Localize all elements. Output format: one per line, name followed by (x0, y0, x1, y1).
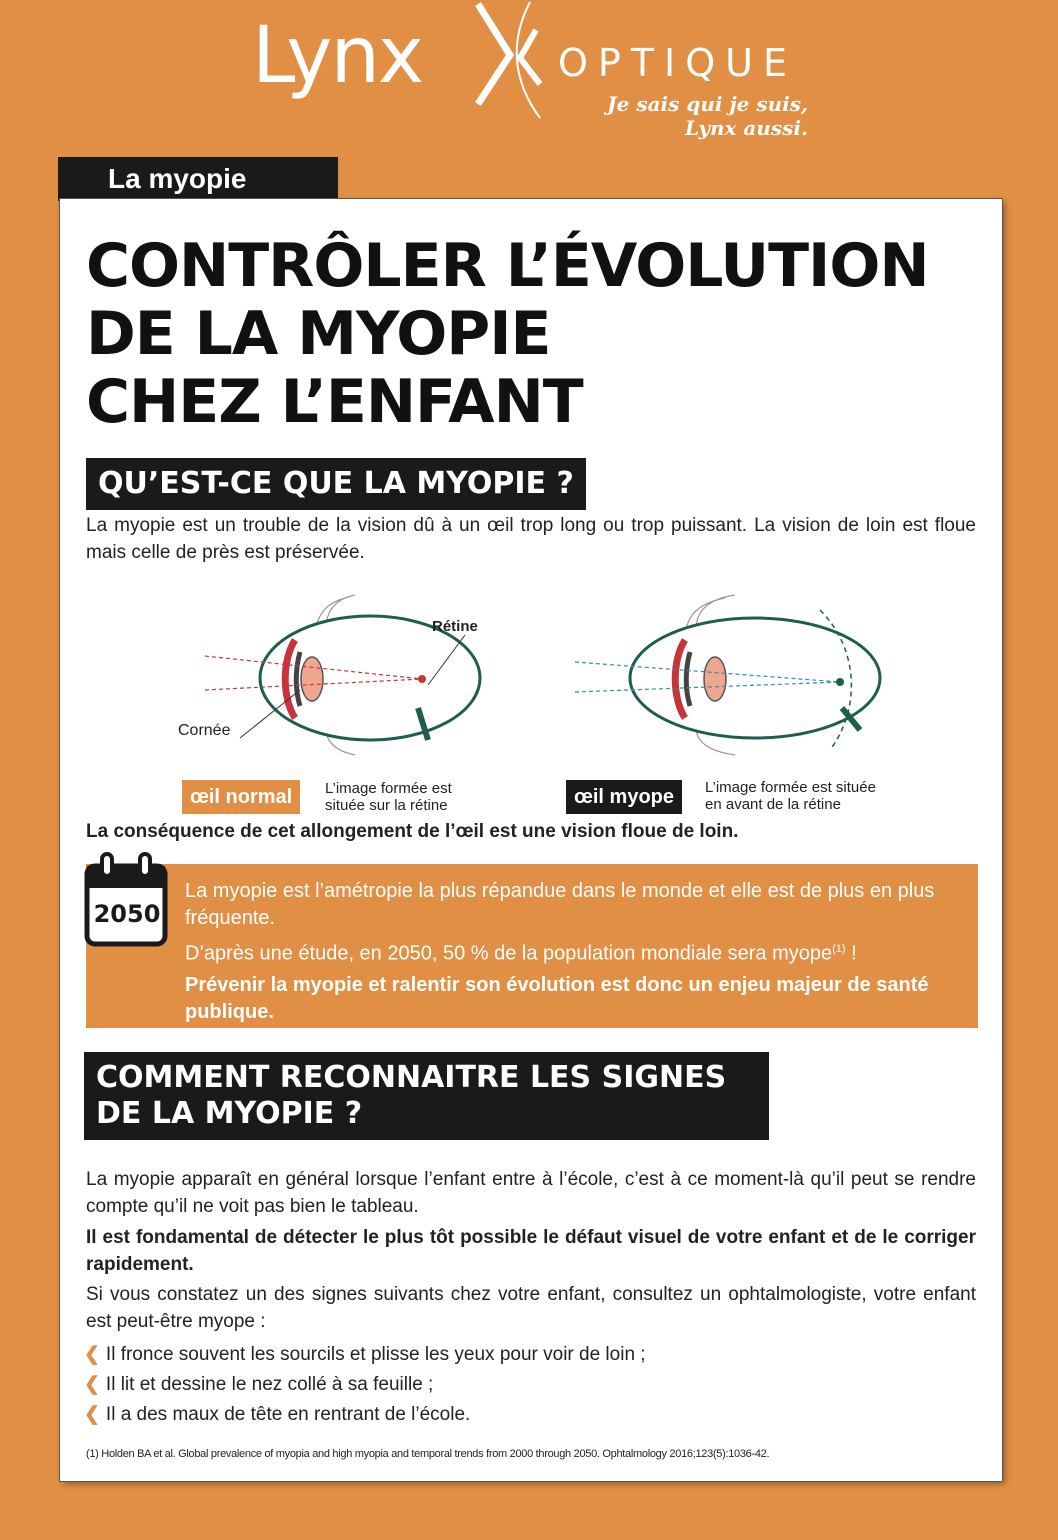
header (0, 0, 1058, 160)
normal-caption-line-1: L’image formée est (325, 780, 452, 797)
list-item-text: Il fronce souvent les sourcils et plisse les yeux pour voir de loin ; (105, 1344, 646, 1365)
lynx-logo-icon (470, 0, 560, 120)
label-retine: Rétine (432, 618, 478, 635)
myope-eye-caption (705, 779, 876, 813)
stat-text (185, 878, 965, 1026)
title-line-2: DE LA MYOPIE (86, 299, 551, 369)
section2-heading (84, 1052, 769, 1140)
section1-intro: La myopie est un trouble de la vision dû à un œil trop long ou trop puissant. La vision de loin est floue mais celle de près est préservée. (86, 515, 976, 563)
section2-heading-line-2: DE LA MYOPIE ? (96, 1096, 363, 1131)
section2-heading-line-1: COMMENT RECONNAITRE LES SIGNES (96, 1060, 727, 1095)
stat-ref: (1) (832, 943, 846, 955)
section2-p2: Il est fondamental de détecter le plus tôt possible le défaut visuel de votre enfant et de le corriger rapidement. (86, 1227, 976, 1275)
title-line-1: CONTRÔLER L’ÉVOLUTION (86, 231, 929, 301)
section2-p1: La myopie apparaît en général lorsque l’enfant entre à l’école, c’est à ce moment-là qu’il peut se rendre compte qu’il ne voit pas bien le tableau. (86, 1169, 976, 1217)
chevron-left-icon: ❮ (84, 1344, 100, 1365)
slogan-line-2: Lynx aussi. (685, 116, 808, 140)
myope-eye-diagram (575, 595, 880, 755)
page-title (86, 232, 929, 436)
myope-eye-badge: œil myope (566, 780, 682, 814)
consequence-text: La conséquence de cet allongement de l’œil est une vision floue de loin. (86, 821, 739, 842)
brand-subtitle: OPTIQUE (558, 41, 797, 85)
list-item-text: Il lit et dessine le nez collé à sa feuille ; (105, 1374, 434, 1395)
brand-name: Lynx (252, 11, 423, 101)
slogan-line-1: Je sais qui je suis, (607, 92, 808, 116)
calendar-year: 2050 (93, 900, 161, 928)
normal-eye-caption (325, 780, 452, 814)
list-item-text: Il a des maux de tête en rentrant de l’école. (105, 1404, 471, 1425)
list-item (84, 1370, 974, 1400)
brand-slogan (607, 92, 808, 140)
stat-bold: Prévenir la myopie et ralentir son évolution est donc un enjeu majeur de santé publique. (185, 973, 929, 1023)
myope-caption-line-2: en avant de la rétine (705, 796, 841, 813)
chevron-left-icon: ❮ (84, 1404, 100, 1425)
normal-eye-badge: œil normal (182, 780, 300, 814)
stat-line-1: La myopie est l’amétropie la plus répandue dans le monde et elle est de plus en plus fréquente. (185, 880, 935, 929)
topic-tab (58, 157, 338, 201)
stat-line-2-end: ! (845, 942, 857, 965)
stat-line-2 (185, 936, 965, 968)
chevron-left-icon: ❮ (84, 1374, 100, 1395)
myope-caption-line-1: L’image formée est située (705, 779, 876, 796)
topic-tab-label: La myopie (108, 163, 247, 194)
list-item (84, 1400, 974, 1430)
signs-list (84, 1340, 974, 1430)
footnote: (1) Holden BA et al. Global prevalence of myopia and high myopia and temporal trends from 2000 through 2050. Ophtalmology 2016;123(5):1036-42. (86, 1448, 770, 1460)
section2-p3: Si vous constatez un des signes suivants chez votre enfant, consultez un ophtalmologiste, votre enfant est peut-être myope : (86, 1284, 976, 1332)
title-line-3: CHEZ L’ENFANT (86, 367, 583, 437)
eye-diagrams (170, 590, 890, 760)
stat-line-2-text: D’après une étude, en 2050, 50 % de la population mondiale sera myope (185, 942, 833, 965)
label-cornee: Cornée (178, 722, 231, 739)
normal-caption-line-2: située sur la rétine (325, 797, 448, 814)
list-item (84, 1340, 974, 1370)
section1-heading: QU’EST-CE QUE LA MYOPIE ? (86, 458, 586, 510)
